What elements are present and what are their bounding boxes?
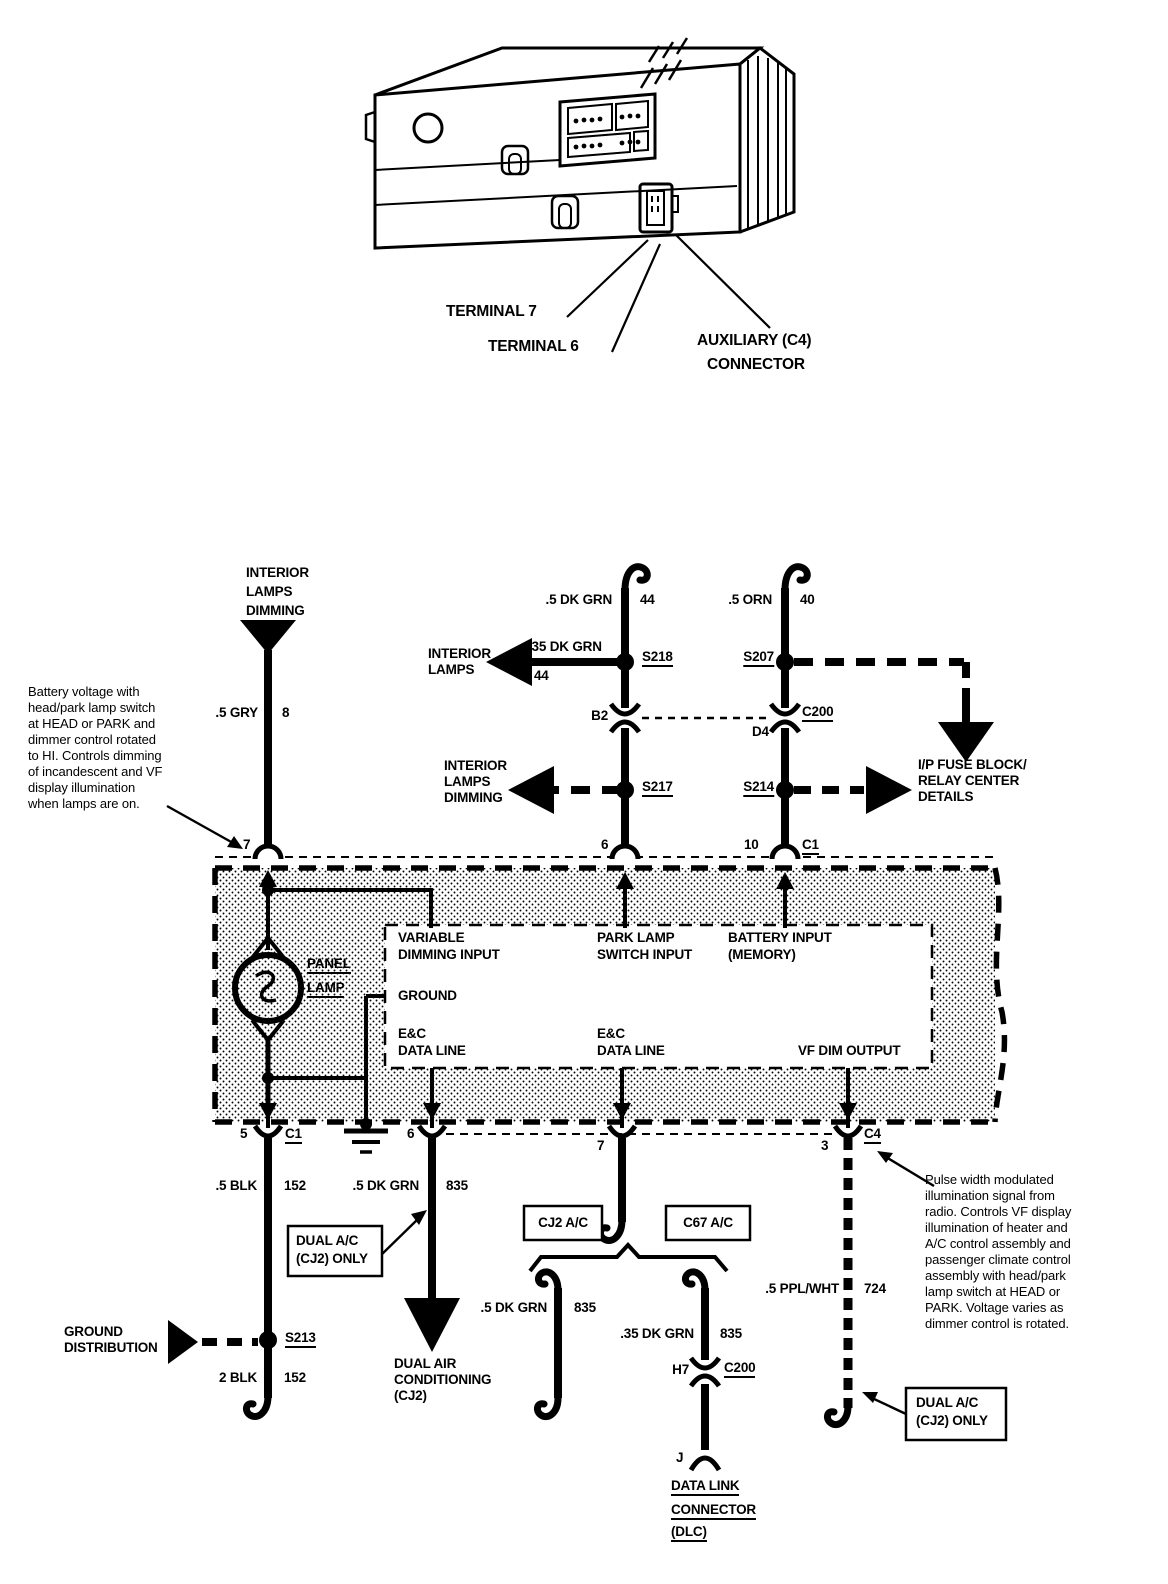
ec-data-left-label-1: E&C [398, 1026, 426, 1041]
connector-c200-h7 [691, 1358, 719, 1386]
split-brace [530, 1245, 727, 1271]
wire-2blk-label: 2 BLK [218, 1370, 257, 1385]
dlc-label-3: (DLC) [671, 1525, 707, 1542]
wire-blk-circuit: 152 [284, 1178, 306, 1193]
pin6-label: 6 [601, 837, 609, 852]
dual-ac-note-line-2: (CJ2) ONLY [296, 1251, 368, 1266]
wire-dkgrn835-label: .5 DK GRN [352, 1178, 419, 1193]
connector-c1-bottom-label: C1 [285, 1127, 302, 1144]
park-lamp-input-label-1: PARK LAMP [597, 930, 675, 945]
interior-lamps-dest: INTERIOR LAMPS [428, 646, 491, 677]
splice-s213-label: S213 [285, 1331, 316, 1348]
aux-connector-label-1: AUXILIARY (C4) [697, 332, 812, 349]
mounting-hole [414, 114, 442, 142]
wire-dkgrn835b-label: .5 DK GRN [480, 1300, 547, 1315]
wire-35dkgrn835-label: .35 DK GRN [620, 1326, 694, 1341]
dual-ac-note2-line-1: DUAL A/C [916, 1395, 979, 1410]
wire-dkgrn835b-circuit: 835 [574, 1300, 596, 1315]
pin-b2-label: B2 [591, 708, 608, 723]
variable-dimming-label-1: VARIABLE [398, 930, 465, 945]
radio-rear-view-drawing [366, 38, 794, 352]
dual-ac-note-line-1: DUAL A/C [296, 1233, 359, 1248]
connector-c200-bottom-label: C200 [724, 1361, 755, 1378]
fuse-block-dest: I/P FUSE BLOCK/ RELAY CENTER DETAILS [918, 757, 1027, 804]
splice-s214-label: S214 [743, 780, 774, 797]
branch-s214-fuse-block [794, 766, 912, 814]
connector-c200-d4 [771, 704, 799, 732]
pin-h7-label: H7 [672, 1362, 689, 1377]
heatsink-fins [748, 56, 786, 230]
ec-data-mid-label-2: DATA LINE [597, 1043, 665, 1058]
pin7-label: 7 [243, 837, 251, 852]
wire-gry-8 [240, 620, 296, 847]
connector-c200-b2 [611, 704, 639, 732]
splice-s214 [776, 781, 794, 799]
battery-input-label-2: (MEMORY) [728, 947, 796, 962]
splice-s217-label: S217 [642, 780, 673, 797]
ec-data-left-label-2: DATA LINE [398, 1043, 466, 1058]
dlc-label-1: DATA LINK [671, 1479, 739, 1496]
connector-pins [574, 114, 641, 150]
panel-lamp-label-2: LAMP [307, 981, 344, 998]
ec-data-mid-label-1: E&C [597, 1026, 625, 1041]
pin-d4-label: D4 [752, 724, 769, 739]
pin5-label: 5 [240, 1126, 248, 1141]
aux-connector-label-2: CONNECTOR [707, 356, 805, 373]
wire-dkgrn-835 [380, 1138, 460, 1352]
wire-35dkgrn-label: .35 DK GRN [528, 639, 602, 654]
vf-dim-output-label: VF DIM OUTPUT [798, 1043, 901, 1058]
wire-gry-label: .5 GRY [215, 705, 258, 720]
cj2-ac-label: CJ2 A/C [538, 1215, 588, 1230]
wire-2blk-circuit: 152 [284, 1370, 306, 1385]
variable-dimming-label-2: DIMMING INPUT [398, 947, 500, 962]
interior-lamps-dimming-dest: INTERIOR LAMPS DIMMING [444, 758, 507, 805]
wire-blk-label: .5 BLK [215, 1178, 257, 1193]
pin6-bottom-label: 6 [407, 1126, 415, 1141]
pwm-note: Pulse width modulated illumination signal from radio. Controls VF display illumination of heater and A/C control assembly and passenger climate control assembly with head/park lamp switch at HEAD or PARK. Voltage varies as dimmer control is rotated. [925, 1172, 1072, 1331]
splice-s213 [259, 1331, 277, 1349]
battery-voltage-note: Battery voltage with head/park lamp switch at HEAD or PARK and dimmer control rotated to HI. Controls dimming of incandescent and VF display illumination when lamps are on. [28, 684, 163, 811]
dual-ac-note2-line-2: (CJ2) ONLY [916, 1413, 988, 1428]
wire-dkgrn-44 [611, 567, 647, 847]
wire-pplwht-circuit: 724 [864, 1281, 886, 1296]
wire-35dkgrn-circuit: 44 [534, 668, 549, 683]
ground-label: GROUND [398, 988, 457, 1003]
wire-dkgrn-label: .5 DK GRN [545, 592, 612, 607]
branch-interior-lamps-dimming [508, 766, 618, 814]
battery-input-label-1: BATTERY INPUT [728, 930, 832, 945]
interior-lamps-dimming-source: INTERIOR LAMPS DIMMING [246, 565, 309, 618]
splice-s218-label: S218 [642, 650, 673, 667]
splice-s217 [616, 781, 634, 799]
wire-dkgrn835-circuit: 835 [446, 1178, 468, 1193]
wire-35dkgrn835-circuit: 835 [720, 1326, 742, 1341]
vent-slots [641, 38, 687, 88]
c67-ac-label: C67 A/C [683, 1215, 733, 1230]
pin7-bottom-label: 7 [597, 1138, 605, 1153]
splice-s207 [776, 653, 794, 671]
dlc-pin-j [691, 1458, 719, 1470]
ground-distribution-arrow [168, 1320, 198, 1364]
connector-c4-label: C4 [864, 1127, 881, 1144]
connector-c1-label: C1 [802, 838, 819, 855]
splice-s207-label: S207 [743, 650, 774, 667]
wire-pplwht-label: .5 PPL/WHT [765, 1281, 839, 1296]
connector-c200-label: C200 [802, 705, 833, 722]
wire-orn-circuit: 40 [800, 592, 815, 607]
pin3-label: 3 [821, 1138, 829, 1153]
park-lamp-input-label-2: SWITCH INPUT [597, 947, 693, 962]
dual-air-conditioning-dest: DUAL AIR CONDITIONING (CJ2) [394, 1356, 492, 1403]
wire-orn-label: .5 ORN [728, 592, 772, 607]
wire-ec-data [530, 1138, 727, 1470]
pin-j-label: J [676, 1450, 684, 1465]
dlc-label-2: CONNECTOR [671, 1503, 756, 1520]
terminal7-label: TERMINAL 7 [446, 303, 537, 320]
panel-lamp-label-1: PANEL [307, 957, 351, 974]
wire-gry-circuit: 8 [282, 705, 290, 720]
wire-dkgrn-circuit: 44 [640, 592, 655, 607]
terminal6-label: TERMINAL 6 [488, 338, 579, 355]
ground-distribution-label: GROUND DISTRIBUTION [64, 1324, 158, 1355]
pin10-label: 10 [744, 837, 759, 852]
